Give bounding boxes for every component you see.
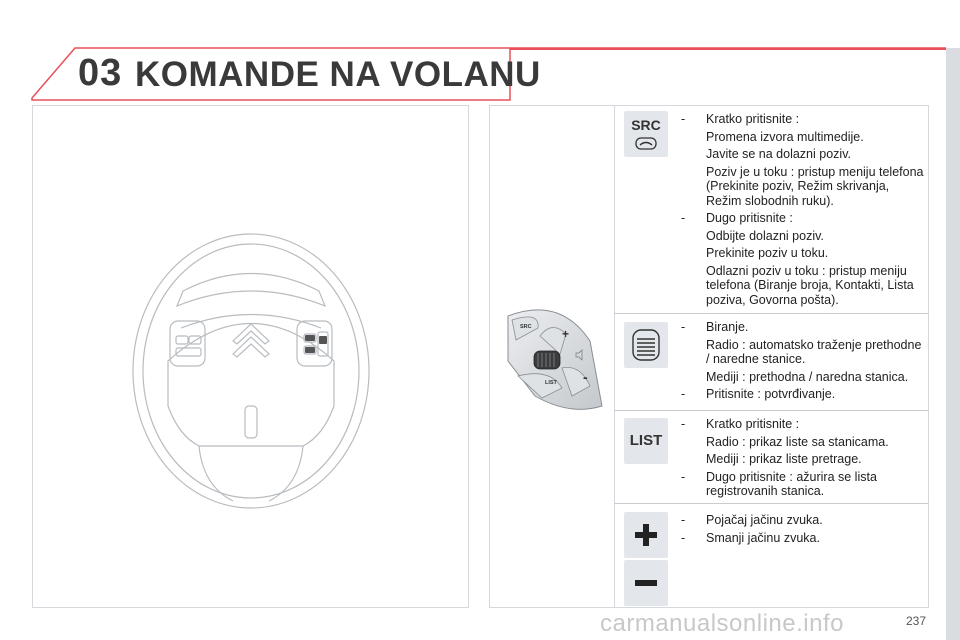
src-description <box>681 112 926 310</box>
icon-column-divider <box>614 105 615 608</box>
control-list-label: LIST <box>545 380 557 386</box>
volume-up-icon <box>624 512 668 558</box>
sub-item: Poziv je u toku : pristup meniju telefona (Prekinite poziv, Režim skrivanja, Režim slobodnih ruku). <box>706 164 924 208</box>
list-item: - Pojačaj jačinu zvuka. <box>681 513 823 527</box>
page-title: KOMANDE NA VOLANU <box>135 55 541 94</box>
list-item: - Biranje. <box>681 320 749 334</box>
side-strip <box>946 48 960 640</box>
list-item: - Pritisnite : potvrđivanje. <box>681 387 836 401</box>
control-minus-mark: - <box>583 369 588 385</box>
list-item: - Kratko pritisnite : <box>681 112 800 126</box>
phone-icon <box>624 136 668 152</box>
src-button-icon <box>624 111 668 157</box>
sub-item: Odlazni poziv u toku : pristup meniju telefona (Biranje broja, Kontakti, Lista poziva, Govorna pošta). <box>706 263 914 307</box>
sub-item: Javite se na dolazni poziv. <box>706 147 851 161</box>
list-label: LIST <box>629 432 663 449</box>
row-divider <box>614 410 929 411</box>
sub-item: Prekinite poziv u toku. <box>706 246 829 260</box>
steering-control-closeup <box>490 106 615 609</box>
list-item: - Kratko pritisnite : <box>681 417 800 431</box>
sub-item: Mediji : prethodna / naredna stanica. <box>706 369 909 384</box>
list-description <box>681 417 926 502</box>
sub-item: Promena izvora multimedije. <box>706 129 864 144</box>
scroll-wheel-icon <box>624 322 668 368</box>
control-plus-mark: + <box>562 327 570 341</box>
control-src-label: SRC <box>520 324 532 330</box>
list-item: - Dugo pritisnite : <box>681 211 793 225</box>
steering-wheel-illustration <box>33 106 470 609</box>
page-number: 237 <box>906 614 927 628</box>
row-divider <box>614 503 929 504</box>
minus-icon <box>624 560 668 606</box>
sub-item: Mediji : prikaz liste pretrage. <box>706 452 862 466</box>
sub-item: Odbijte dolazni poziv. <box>706 228 824 243</box>
volume-down-icon <box>624 560 668 606</box>
src-label: SRC <box>631 117 661 133</box>
thumbwheel-icon <box>624 322 668 368</box>
watermark: carmanualsonline.info <box>600 610 844 637</box>
volume-description <box>681 513 926 548</box>
sub-item: Radio : automatsko traženje prethodne / naredne stanice. <box>706 337 922 366</box>
wheel-description <box>681 320 926 405</box>
chapter-number: 03 <box>78 52 123 94</box>
plus-icon <box>624 512 668 558</box>
list-item: - Smanji jačinu zvuka. <box>681 530 820 545</box>
steering-wheel-panel <box>32 105 469 608</box>
list-item: - Dugo pritisnite : ažurira se lista registrovanih stanica. <box>681 469 877 498</box>
list-button-icon <box>624 418 668 464</box>
row-divider <box>614 313 929 314</box>
sub-item: Radio : prikaz liste sa stanicama. <box>706 434 889 449</box>
